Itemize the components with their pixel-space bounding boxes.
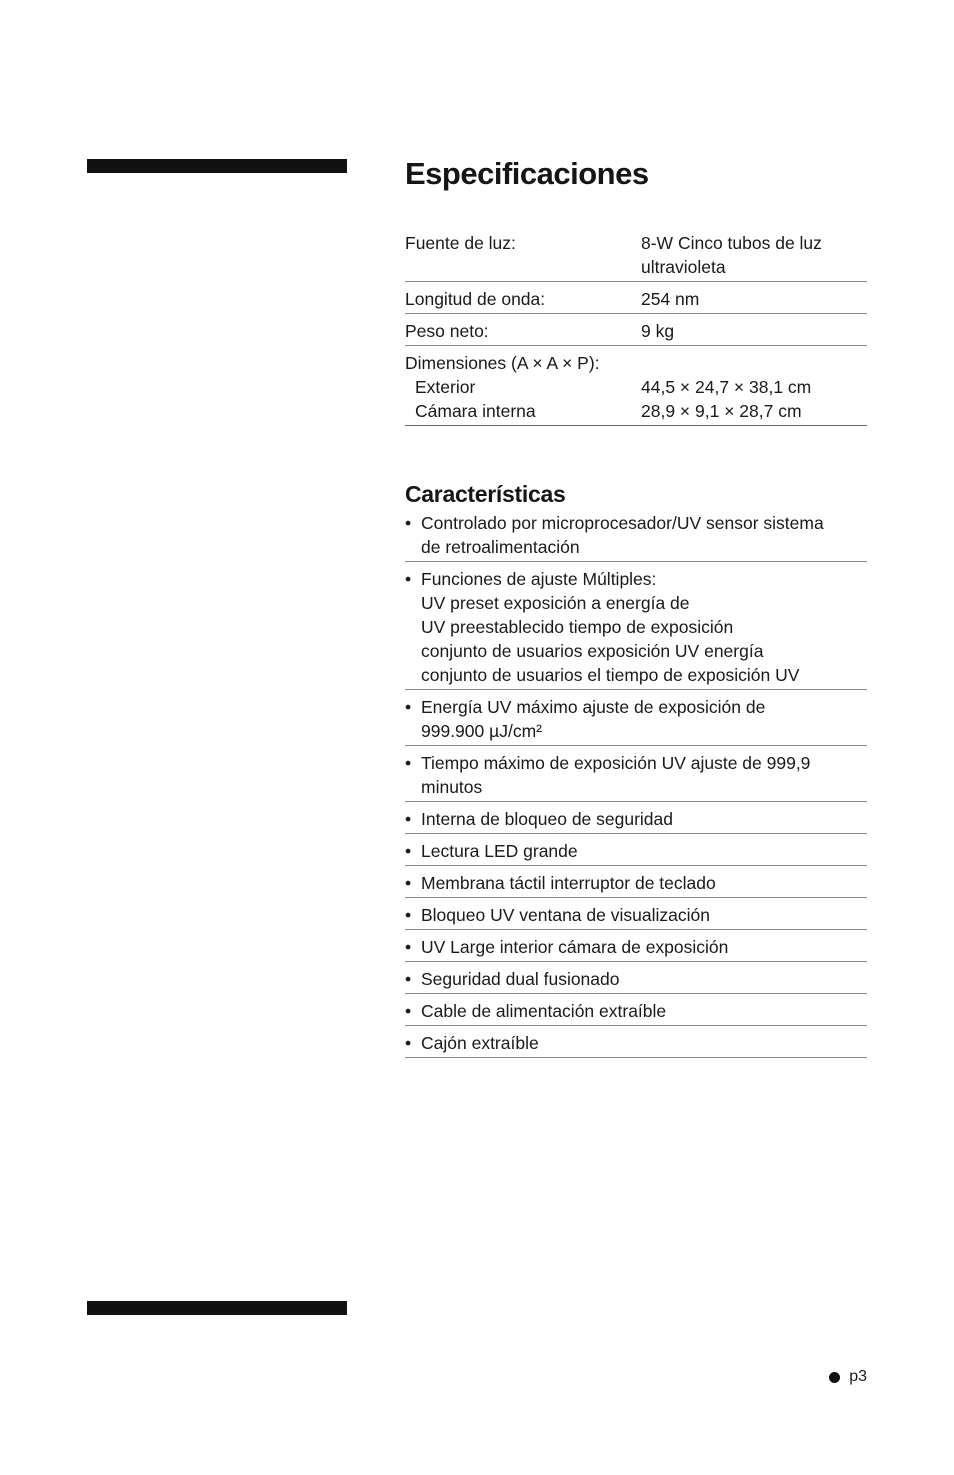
spec-table [405,231,867,426]
feature-line: Funciones de ajuste Múltiples: [421,569,657,589]
feature-line: conjunto de usuarios el tiempo de exposición UV [421,665,800,685]
feature-list [405,511,867,1058]
feature-item [405,834,867,866]
feature-text [421,807,867,831]
feature-item [405,994,867,1026]
bullet-icon: • [405,873,412,893]
feature-line: Lectura LED grande [421,841,578,861]
spec-label: Dimensiones (A × A × P): [405,353,600,373]
feature-item [405,866,867,898]
spec-value: 44,5 × 24,7 × 38,1 cm [641,377,812,397]
feature-text [421,511,867,559]
feature-text [421,935,867,959]
spec-value-line: ultravioleta [641,257,726,277]
spec-label: Fuente de luz: [405,233,516,253]
feature-item [405,962,867,994]
feature-line: 999.900 µJ/cm² [421,721,542,741]
spec-label: Peso neto: [405,321,489,341]
bullet-icon: • [405,809,412,829]
footer-rule-bar [87,1301,347,1315]
bullet-icon: • [405,841,412,861]
bullet-icon: • [405,1033,412,1053]
feature-text [421,839,867,863]
spec-row-dimensions [405,346,867,426]
feature-line: Membrana táctil interruptor de teclado [421,873,716,893]
spec-value: 28,9 × 9,1 × 28,7 cm [641,401,802,421]
bullet-icon: • [405,513,412,533]
feature-item [405,802,867,834]
bullet-icon: • [405,697,412,717]
feature-item [405,898,867,930]
spec-value [641,231,867,279]
spec-row-light-source [405,231,867,282]
feature-line: minutos [421,777,483,797]
features-title: Características [405,481,566,507]
feature-line: Cajón extraíble [421,1033,539,1053]
feature-text [421,751,867,799]
bullet-icon: • [405,969,412,989]
bullet-icon: • [405,905,412,925]
spec-row-weight [405,314,867,346]
feature-line: Controlado por microprocesador/UV sensor sistema [421,513,824,533]
page-number [829,1366,867,1388]
spec-value: 9 kg [641,321,675,341]
spec-subrow-exterior [405,375,867,399]
feature-text [421,999,867,1023]
header-rule-bar [87,159,347,173]
feature-text [421,1031,867,1055]
feature-line: conjunto de usuarios exposición UV energía [421,641,764,661]
feature-line: Bloqueo UV ventana de visualización [421,905,710,925]
page-title: Especificaciones [405,156,649,191]
feature-item [405,1026,867,1058]
bullet-icon: • [405,1001,412,1021]
feature-item [405,511,867,562]
feature-item [405,746,867,802]
feature-item [405,690,867,746]
feature-line: Seguridad dual fusionado [421,969,620,989]
feature-line: de retroalimentación [421,537,580,557]
feature-text [421,903,867,927]
spec-row-wavelength [405,282,867,314]
feature-line: Tiempo máximo de exposición UV ajuste de 999,9 [421,753,811,773]
feature-text [421,567,867,687]
spec-sublabel: Cámara interna [415,401,536,421]
bullet-dot-icon [829,1372,840,1383]
feature-text [421,967,867,991]
feature-line: Energía UV máximo ajuste de exposición de [421,697,766,717]
spec-value-line: 8-W Cinco tubos de luz [641,233,822,253]
feature-line: UV Large interior cámara de exposición [421,937,729,957]
bullet-icon: • [405,753,412,773]
feature-line: UV preset exposición a energía de [421,593,690,613]
page-number-text: p3 [849,1368,867,1385]
bullet-icon: • [405,569,412,589]
feature-text [421,695,867,743]
feature-line: Cable de alimentación extraíble [421,1001,667,1021]
spec-value: 254 nm [641,289,700,309]
feature-line: UV preestablecido tiempo de exposición [421,617,734,637]
spec-subrow-interior [405,399,867,423]
feature-text [421,871,867,895]
feature-item [405,562,867,690]
feature-line: Interna de bloqueo de seguridad [421,809,674,829]
bullet-icon: • [405,937,412,957]
feature-item [405,930,867,962]
spec-label: Longitud de onda: [405,289,546,309]
main-content [405,150,867,1058]
spec-sublabel: Exterior [415,377,476,397]
